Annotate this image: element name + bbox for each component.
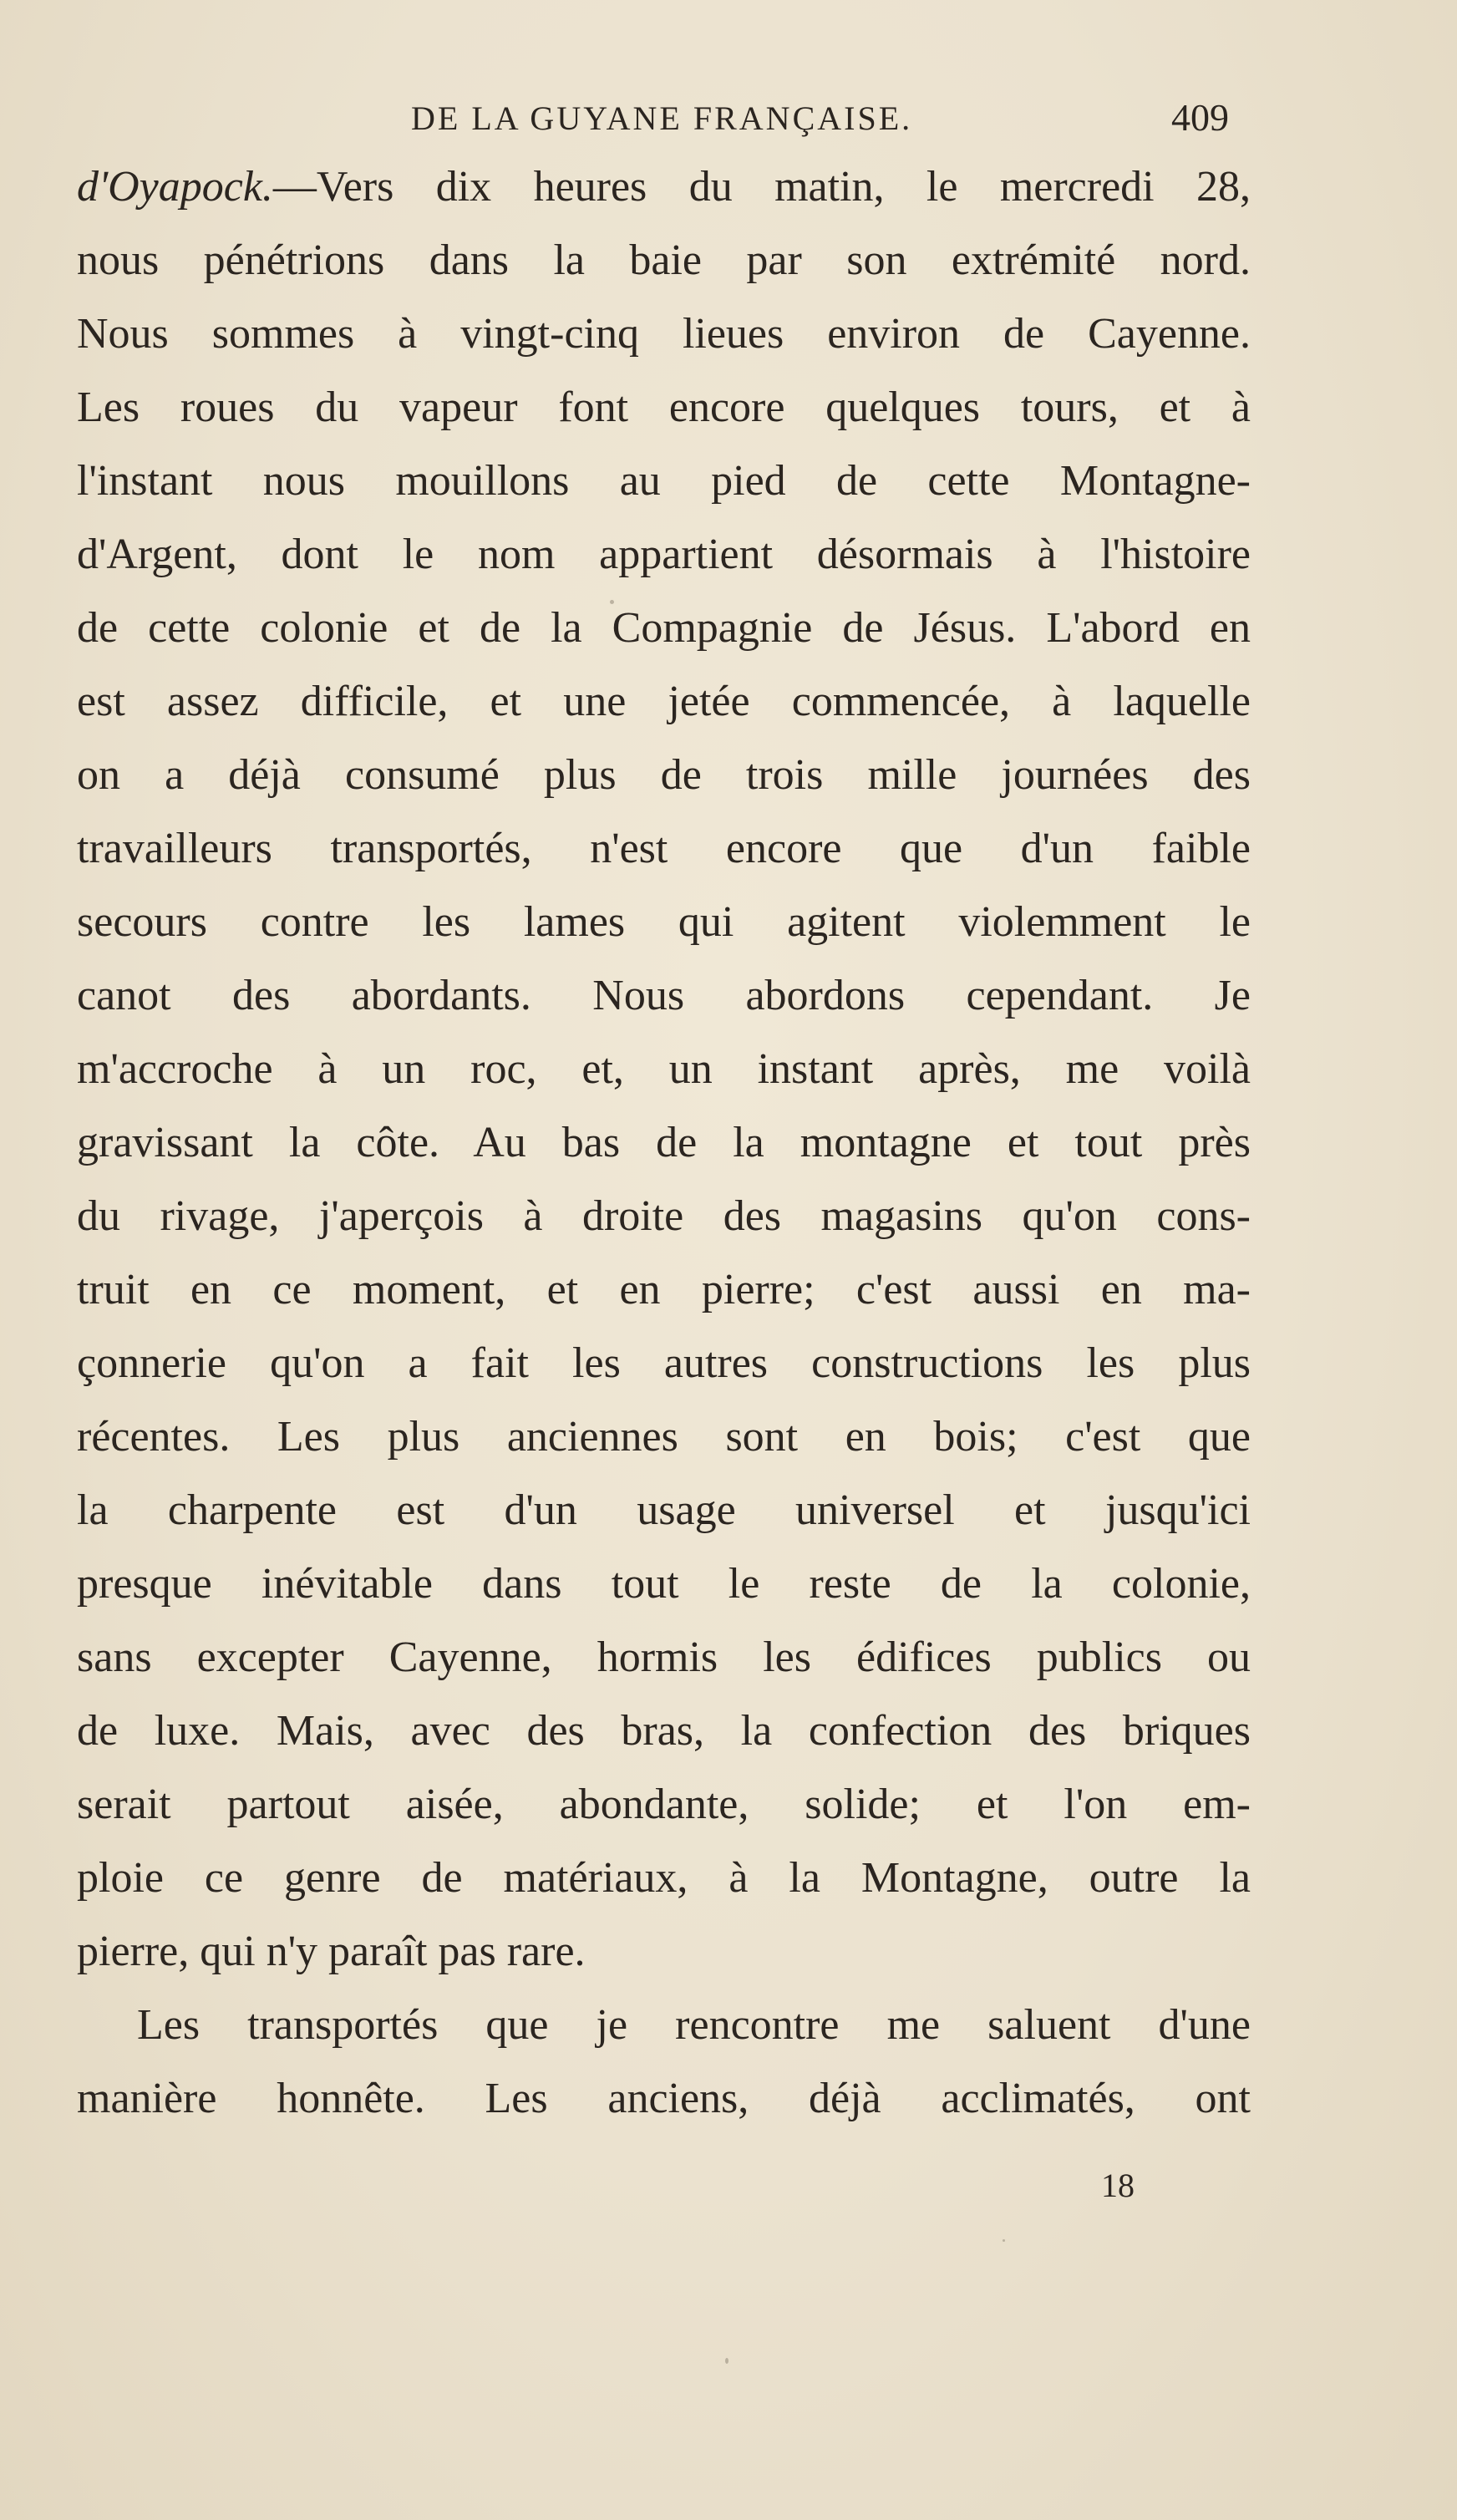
running-title: DE LA GUYANE FRANÇAISE. [411, 99, 913, 137]
text-line: travailleurs transportés, n'est encore que d'un faible [77, 825, 1251, 872]
text-line: truit en ce moment, et en pierre; c'est aussi en ma- [77, 1266, 1251, 1313]
text-line: de luxe. Mais, avec des bras, la confection des briques [77, 1707, 1251, 1755]
text-line: sans excepter Cayenne, hormis les édifices publics ou [77, 1633, 1251, 1681]
text-line [77, 150, 1251, 224]
text-line: d'Argent, dont le nom appartient désormais à l'histoire [77, 531, 1251, 578]
signature-mark: 18 [1101, 2167, 1135, 2204]
text-line: Nous sommes à vingt-cinq lieues environ de Cayenne. [77, 310, 1251, 358]
text-line: secours contre les lames qui agitent violemment le [77, 898, 1251, 946]
text-line: çonnerie qu'on a fait les autres constructions les plus [77, 1339, 1251, 1387]
text-line: nous pénétrions dans la baie par son extrémité nord. [77, 236, 1251, 284]
paper-speck [610, 600, 614, 604]
text-line: canot des abordants. Nous abordons cependant. Je [77, 972, 1251, 1019]
text-line-rest: —Vers dix heures du matin, le mercredi 28, [272, 163, 1251, 211]
running-head [77, 96, 1246, 149]
paragraph-first-line: Les transportés que je rencontre me saluent d'une [137, 2001, 1251, 2049]
text-line: de cette colonie et de la Compagnie de Jésus. L'abord en [77, 604, 1251, 652]
text-line: la charpente est d'un usage universel et jusqu'ici [77, 1486, 1251, 1534]
paper-speck [1003, 2239, 1005, 2242]
text-line: m'accroche à un roc, et, un instant après, me voilà [77, 1045, 1251, 1093]
place-name-italic: d'Oyapock. [77, 163, 273, 211]
text-line: manière honnête. Les anciens, déjà acclimatés, ont [77, 2075, 1251, 2122]
text-line: l'instant nous mouillons au pied de cette Montagne- [77, 457, 1251, 505]
text-line: récentes. Les plus anciennes sont en bois; c'est que [77, 1413, 1251, 1461]
text-line: Les roues du vapeur font encore quelques tours, et à [77, 384, 1251, 431]
text-line: presque inévitable dans tout le reste de la colonie, [77, 1560, 1251, 1608]
text-line: on a déjà consumé plus de trois mille journées des [77, 751, 1251, 799]
text-line: est assez difficile, et une jetée commencée, à laquelle [77, 678, 1251, 725]
page-number: 409 [1171, 96, 1229, 139]
text-line: gravissant la côte. Au bas de la montagne et tout près [77, 1119, 1251, 1166]
text-line: ploie ce genre de matériaux, à la Montagne, outre la [77, 1854, 1251, 1902]
text-line: du rivage, j'aperçois à droite des magasins qu'on cons- [77, 1192, 1251, 1240]
text-line: pierre, qui n'y paraît pas rare. [77, 1928, 586, 1975]
paper-speck [725, 2358, 728, 2364]
body-text [77, 150, 1251, 2136]
text-line: serait partout aisée, abondante, solide; et l'on em- [77, 1781, 1251, 1828]
